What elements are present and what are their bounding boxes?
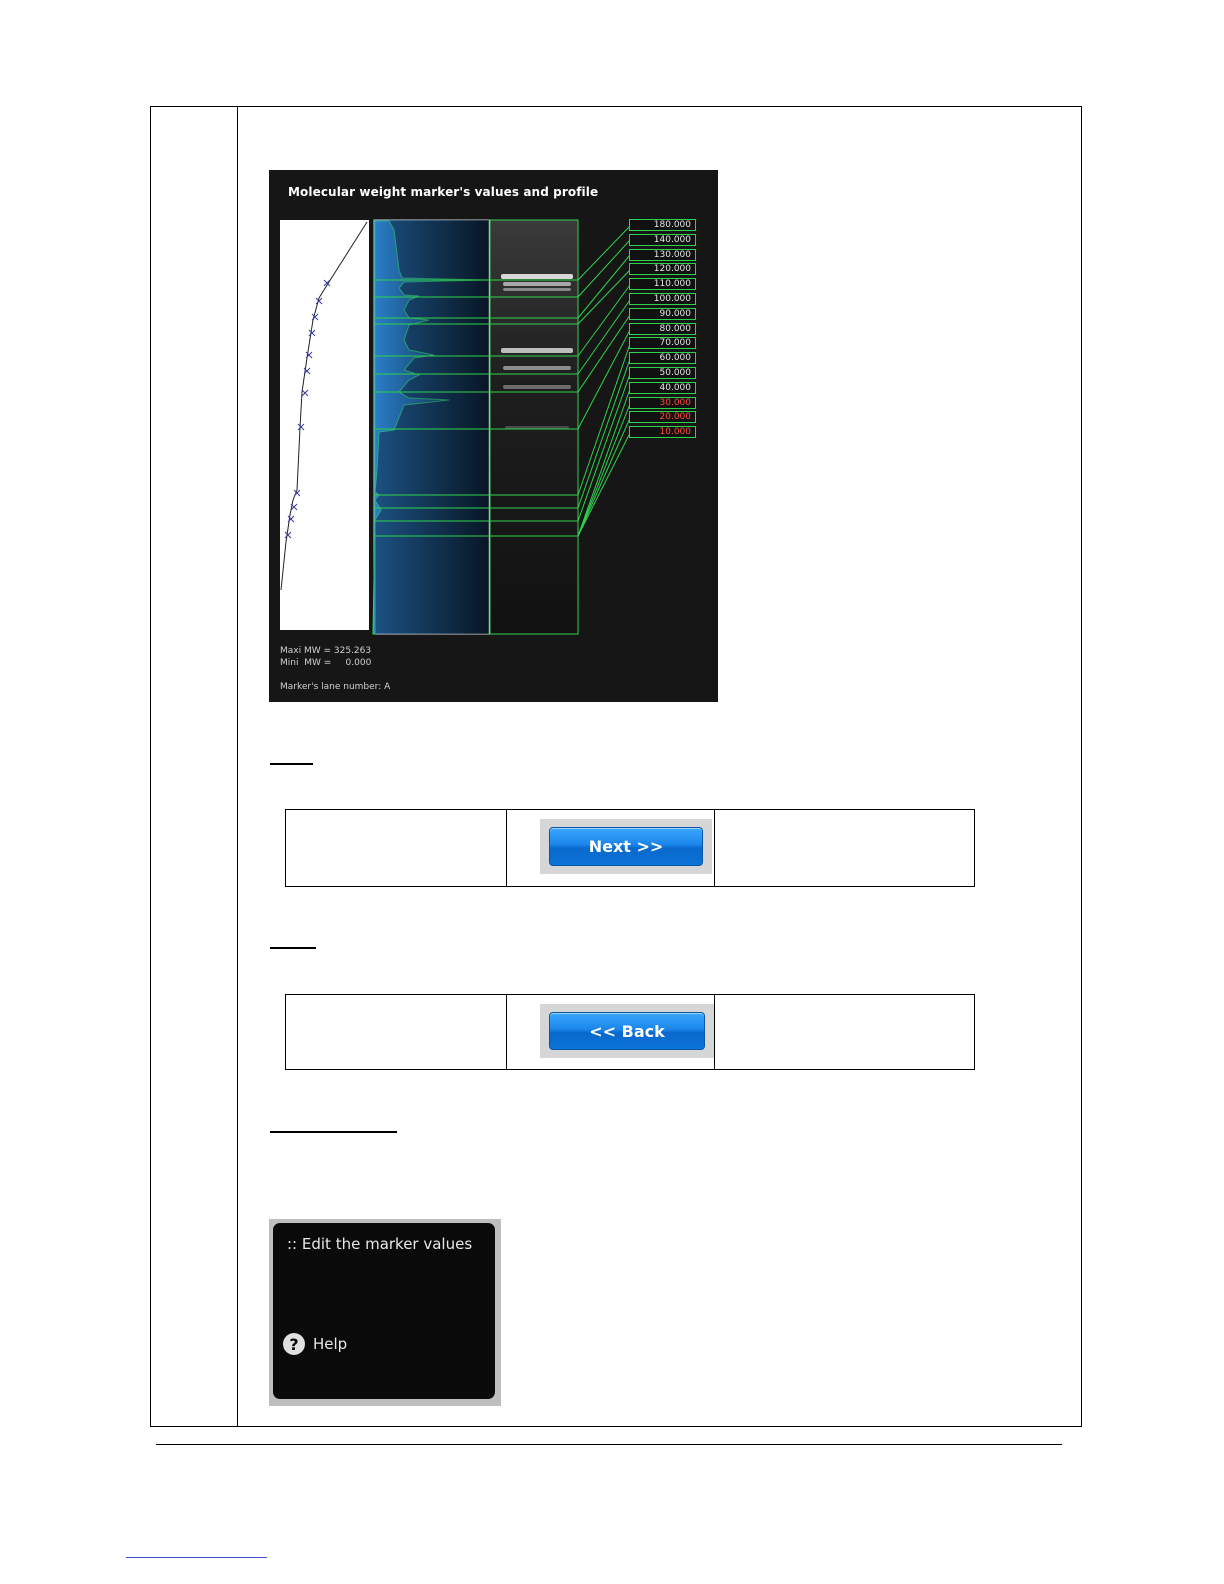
back-button[interactable]: << Back bbox=[549, 1012, 705, 1050]
next-button-image bbox=[540, 819, 712, 874]
section-heading-underline bbox=[270, 763, 313, 765]
marker-value-label: 100.000 bbox=[629, 293, 696, 305]
panel-title: Molecular weight marker's values and profile bbox=[288, 185, 599, 199]
section-heading-underline bbox=[270, 1131, 397, 1133]
marker-value-label: 40.000 bbox=[629, 382, 696, 394]
edit-marker-values-link[interactable]: :: Edit the marker values bbox=[287, 1235, 473, 1253]
next-button[interactable]: Next >> bbox=[549, 827, 703, 866]
label-connector-lines bbox=[578, 226, 630, 536]
marker-value-label: 120.000 bbox=[629, 263, 696, 275]
help-link[interactable] bbox=[283, 1333, 347, 1355]
marker-value-label: 30.000 bbox=[629, 397, 696, 409]
back-button-image bbox=[540, 1004, 714, 1058]
marker-value-label: 10.000 bbox=[629, 426, 696, 438]
footer-rule bbox=[156, 1444, 1062, 1445]
marker-value-label: 80.000 bbox=[629, 323, 696, 335]
marker-value-list bbox=[629, 219, 696, 441]
help-icon: ? bbox=[283, 1333, 305, 1355]
marker-value-label: 110.000 bbox=[629, 278, 696, 290]
marker-value-label: 20.000 bbox=[629, 411, 696, 423]
min-mw-text: Mini MW = 0.000 bbox=[280, 658, 372, 668]
section-heading-underline bbox=[270, 947, 316, 949]
help-label: Help bbox=[313, 1335, 348, 1353]
marker-value-label: 180.000 bbox=[629, 219, 696, 231]
marker-value-label: 50.000 bbox=[629, 367, 696, 379]
marker-value-label: 130.000 bbox=[629, 249, 696, 261]
frame-column-divider bbox=[237, 106, 238, 1427]
marker-values-panel bbox=[269, 170, 718, 702]
marker-value-label: 90.000 bbox=[629, 308, 696, 320]
marker-value-label: 60.000 bbox=[629, 352, 696, 364]
max-mw-text: Maxi MW = 325.263 bbox=[280, 646, 372, 656]
footnote-rule bbox=[126, 1557, 267, 1558]
marker-value-label: 140.000 bbox=[629, 234, 696, 246]
marker-value-label: 70.000 bbox=[629, 337, 696, 349]
edit-marker-panel bbox=[269, 1219, 501, 1406]
lane-number-text: Marker's lane number: A bbox=[280, 682, 391, 692]
